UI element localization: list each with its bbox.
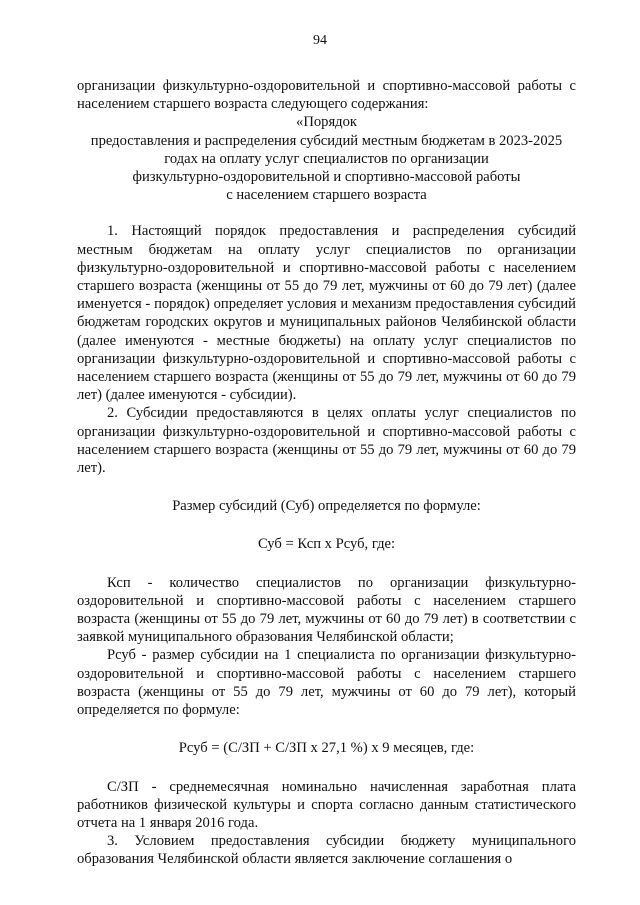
formula-intro: Размер субсидий (Суб) определяется по формуле:: [172, 498, 481, 515]
intro-paragraph: организации физкультурно-оздоровительной и спортивно-массовой работы с населением старшего возраста следующего содержания:: [77, 78, 576, 113]
document-body: [77, 77, 576, 869]
heading-line-3: годах на оплату услуг специалистов по организации: [164, 150, 489, 167]
page-number: 94: [313, 33, 327, 48]
definition-rsub: Рсуб - размер субсидии на 1 специалиста по организации физкультурно-оздоровительной и спортивно-массовой работы с населением старшего возраста (женщины от 55 до 79 лет, мужчины от 60 до 79 лет), который определяется по формуле:: [77, 647, 576, 719]
heading-line-5: с населением старшего возраста: [226, 187, 427, 204]
heading-line-2: предоставления и распределения субсидий местным бюджетам в 2023-2025: [90, 132, 563, 149]
heading-line-4: физкультурно-оздоровительной и спортивно-массовой работы: [132, 169, 521, 186]
formula-subsidy: Суб = Ксп х Рсуб, где:: [257, 536, 396, 553]
order-heading: [77, 113, 576, 204]
definition-szp: С/ЗП - среднемесячная номинально начисленная заработная плата работников физической культуры и спорта согласно данным статистического отчета на 1 января 2016 года.: [77, 778, 576, 831]
paragraph-1: 1. Настоящий порядок предоставления и распределения субсидий местным бюджетам на оплату услуг специалистов по организации физкультурно-оздоровительной и спортивно-массовой работы с населением старшего возраста (женщины от 55 до 79 лет, мужчины от 60 до 79 лет) (далее именуется - порядок) определяет условия и механизм предоставления субсидий бюджетам городских округов и муниципальных районов Челябинской области (далее именуются - местные бюджеты) на оплату услуг специалистов по организации физкультурно-оздоровительной и спортивно-массовой работы с населением старшего возраста (женщины от 55 до 79 лет, мужчины от 60 до 79 лет) (далее именуются - субсидии).: [77, 223, 576, 404]
heading-line-1: «Порядок: [296, 114, 357, 131]
definition-ksp: Ксп - количество специалистов по организации физкультурно-оздоровительной и спортивно-массовой работы с населением старшего возраста (женщины от 55 до 79 лет, мужчины от 60 до 79 лет) в соответствии с заявкой муниципального образования Челябинской области;: [77, 574, 576, 646]
formula-rsub: Рсуб = (С/ЗП + С/ЗП х 27,1 %) х 9 месяцев, где:: [178, 740, 475, 757]
paragraph-3: 3. Условием предоставления субсидии бюджету муниципального образования Челябинской области является заключение соглашения о: [77, 833, 576, 868]
paragraph-2: 2. Субсидии предоставляются в целях оплаты услуг специалистов по организации физкультурно-оздоровительной и спортивно-массовой работы с населением старшего возраста (женщины от 55 до 79 лет, мужчины от 60 до 79 лет).: [77, 405, 576, 477]
